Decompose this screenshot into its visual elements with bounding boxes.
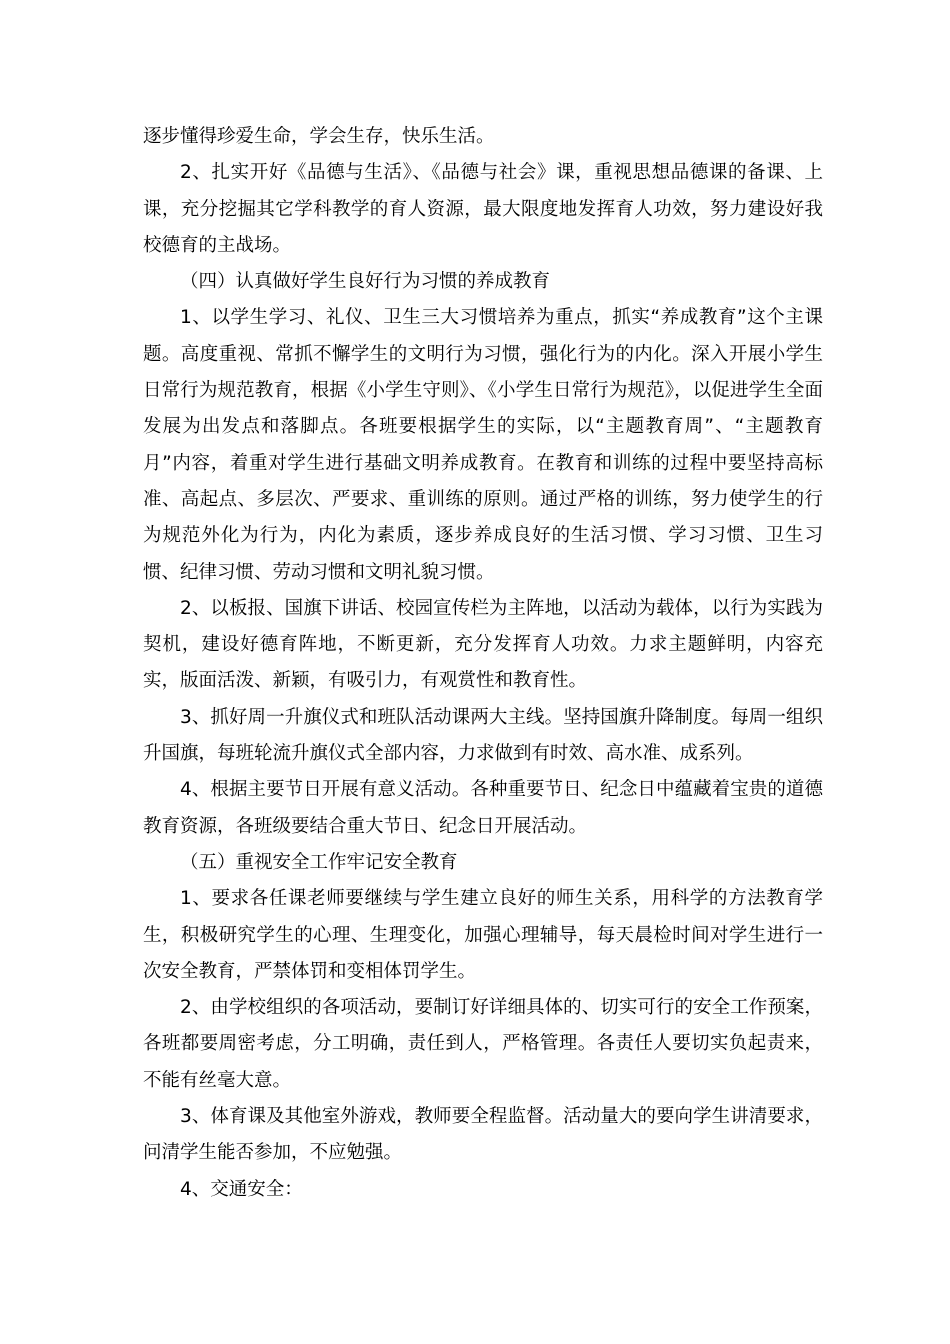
paragraph: 2、以板报、国旗下讲话、校园宣传栏为主阵地，以活动为载体，以行为实践为契机，建设好德育阵地，不断更新，充分发挥育人功效。力求主题鲜明，内容充实，版面活泼、新颖，有吸引力，有观赏性和教育性。 [143,597,823,692]
paragraph: 2、扎实开好《品德与生活》、《品德与社会》课，重视思想品德课的备课、上课，充分挖掘其它学科教学的育人资源，最大限度地发挥育人功效，努力建设好我校德育的主战场。 [143,162,823,256]
paragraph: 逐步懂得珍爱生命，学会生存，快乐生活。 [143,126,495,147]
section-heading: （四）认真做好学生良好行为习惯的养成教育 [180,271,551,293]
paragraph: 3、抓好周一升旗仪式和班队活动课两大主线。坚持国旗升降制度。每周一组织升国旗，每班轮流升旗仪式全部内容，力求做到有时效、高水准、成系列。 [143,706,823,765]
paragraph: 4、根据主要节日开展有意义活动。各种重要节日、纪念日中蕴藏着宝贵的道德教育资源，各班级要结合重大节日、纪念日开展活动。 [143,779,823,837]
paragraph: 4、交通安全： [180,1178,303,1200]
paragraph: 2、由学校组织的各项活动，要制订好详细具体的、切实可行的安全工作预案，各班都要周密考虑，分工明确，责任到人，严格管理。各责任人要切实负起责来，不能有丝毫大意。 [143,997,823,1091]
paragraph: 1、要求各任课老师要继续与学生建立良好的师生关系，用科学的方法教育学生，积极研究学生的心理、生理变化，加强心理辅导，每天晨检时间对学生进行一次安全教育，严禁体罚和变相体罚学生。 [143,888,823,982]
paragraph: 3、体育课及其他室外游戏，教师要全程监督。活动量大的要向学生讲清要求，问清学生能否参加，不应勉强。 [143,1106,823,1164]
document-page [143,119,823,1208]
section-heading: （五）重视安全工作牢记安全教育 [180,851,458,873]
paragraph: 1、以学生学习、礼仪、卫生三大习惯培养为重点，抓实“养成教育”这个主课题。高度重视、常抓不懈学生的文明行为习惯，强化行为的内化。深入开展小学生日常行为规范教育，根据《小学生守则》、《小学生日常行为规范》，以促进学生全面发展为出发点和落脚点。各班要根据学生的实际，以“主题教育周”、“主题教育月”内容，着重对学生进行基础文明养成教育。在教育和训练的过程中要坚持高标准、高起点、多层次、严要求、重训练的原则。通过严格的训练，努力使学生的行为规范外化为行为，内化为素质，逐步养成良好的生活习惯、学习习惯、卫生习惯、纪律习惯、劳动习惯和文明礼貌习惯。 [143,307,823,583]
